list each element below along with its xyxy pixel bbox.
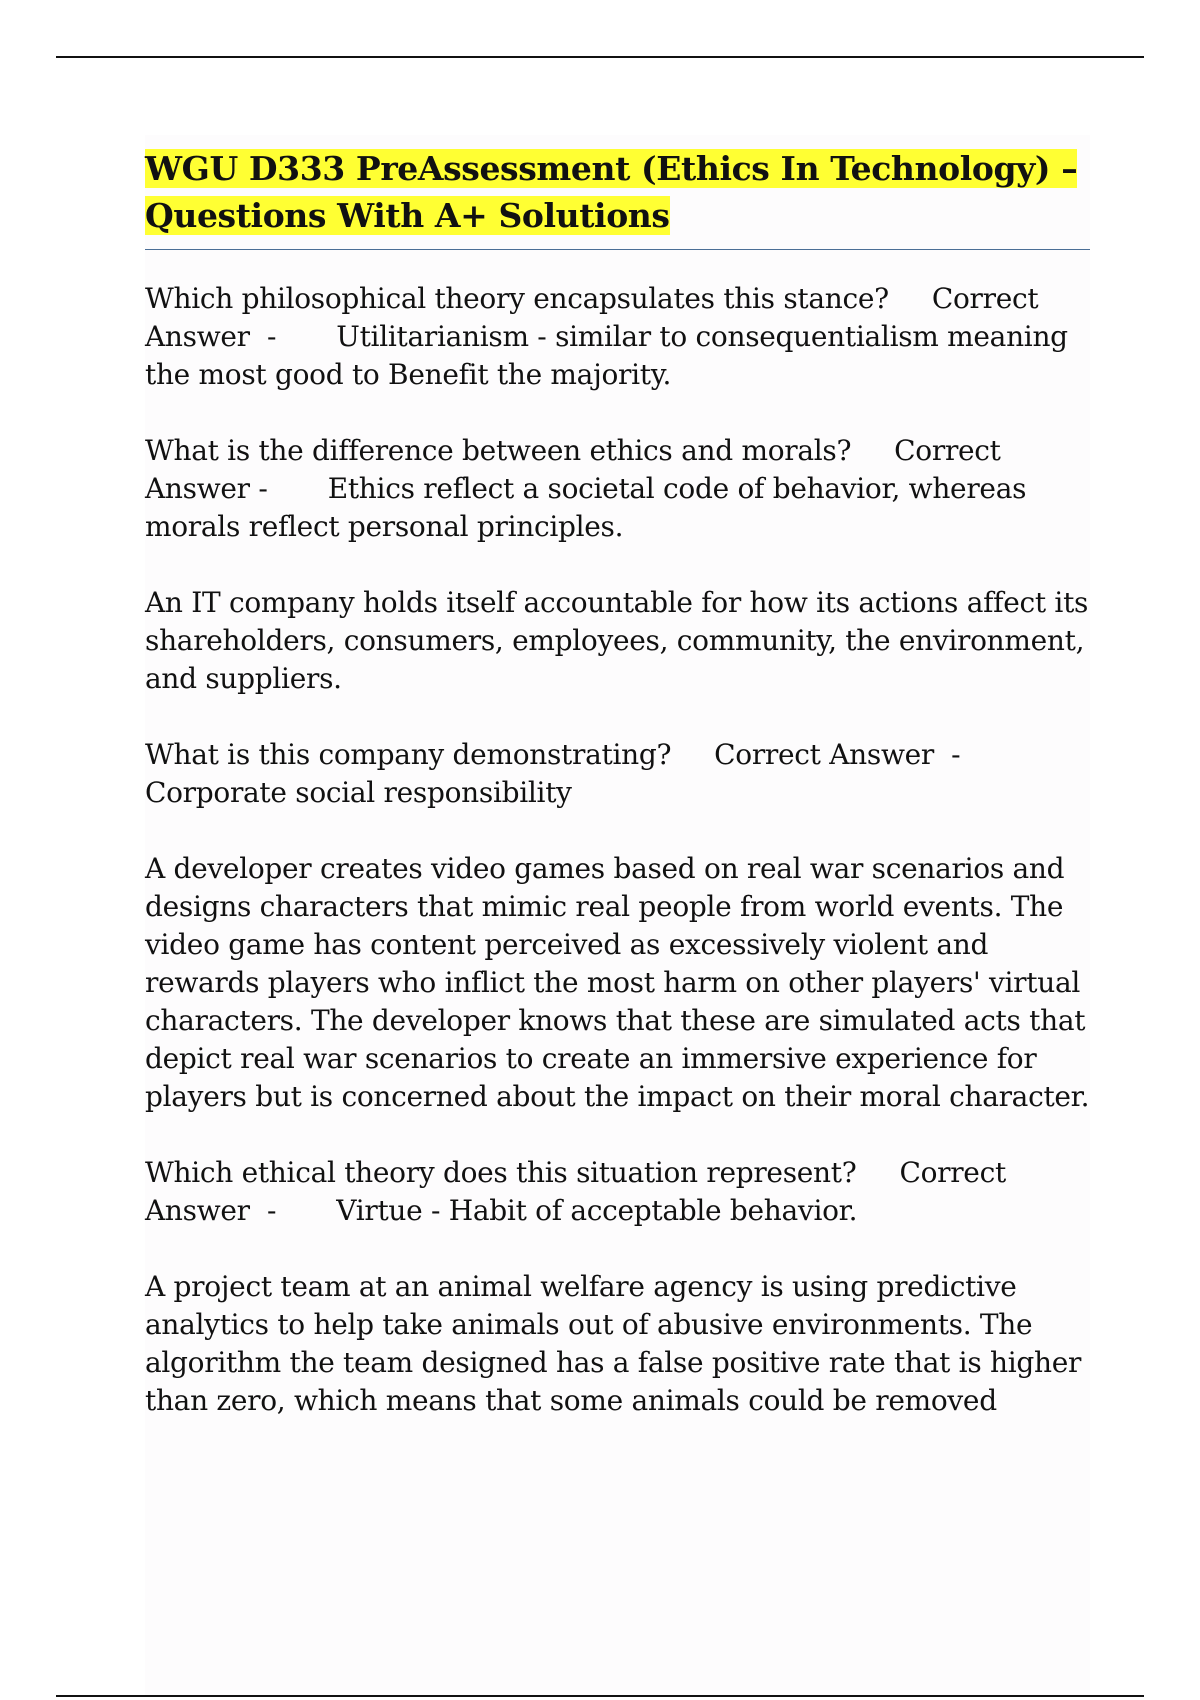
- document-title: [145, 145, 1090, 239]
- title-highlight: WGU D333 PreAssessment (Ethics In Technology) – Questions With A+ Solutions: [145, 149, 1078, 235]
- paragraph-2: What is the difference between ethics and morals? Correct Answer - Ethics reflect a societal code of behavior, whereas morals reflect personal principles.: [145, 434, 1035, 543]
- paragraph-5: A developer creates video games based on real war scenarios and designs characters that mimic real people from world events. The video game has content perceived as excessively violent and rewards players who inflict the most harm on other players' virtual characters. The developer knows that these are simulated acts that depict real war scenarios to create an immersive experience for players but is concerned about the impact on their moral character.: [145, 852, 1094, 1113]
- page-bottom-rule: [56, 1695, 1144, 1697]
- document-page: [145, 135, 1097, 1695]
- title-block: [145, 135, 1090, 250]
- paragraph-7: A project team at an animal welfare agency is using predictive analytics to help take animals out of abusive environments. The algorithm the team designed has a false positive rate that is higher than zero, which means that some animals could be removed: [145, 1270, 1090, 1417]
- document-content: [145, 280, 1097, 1420]
- page-top-rule: [56, 56, 1144, 58]
- paragraph-6: Which ethical theory does this situation represent? Correct Answer - Virtue - Habit of acceptable behavior.: [145, 1156, 1015, 1227]
- paragraph-3: An IT company holds itself accountable for how its actions affect its shareholders, consumers, employees, community, the environment, and suppliers.: [145, 586, 1097, 695]
- paragraph-1: Which philosophical theory encapsulates this stance? Correct Answer - Utilitarianism - similar to consequentialism meaning the most good to Benefit the majority.: [145, 282, 1077, 391]
- paragraph-4: What is this company demonstrating? Correct Answer - Corporate social responsibility: [145, 738, 1021, 809]
